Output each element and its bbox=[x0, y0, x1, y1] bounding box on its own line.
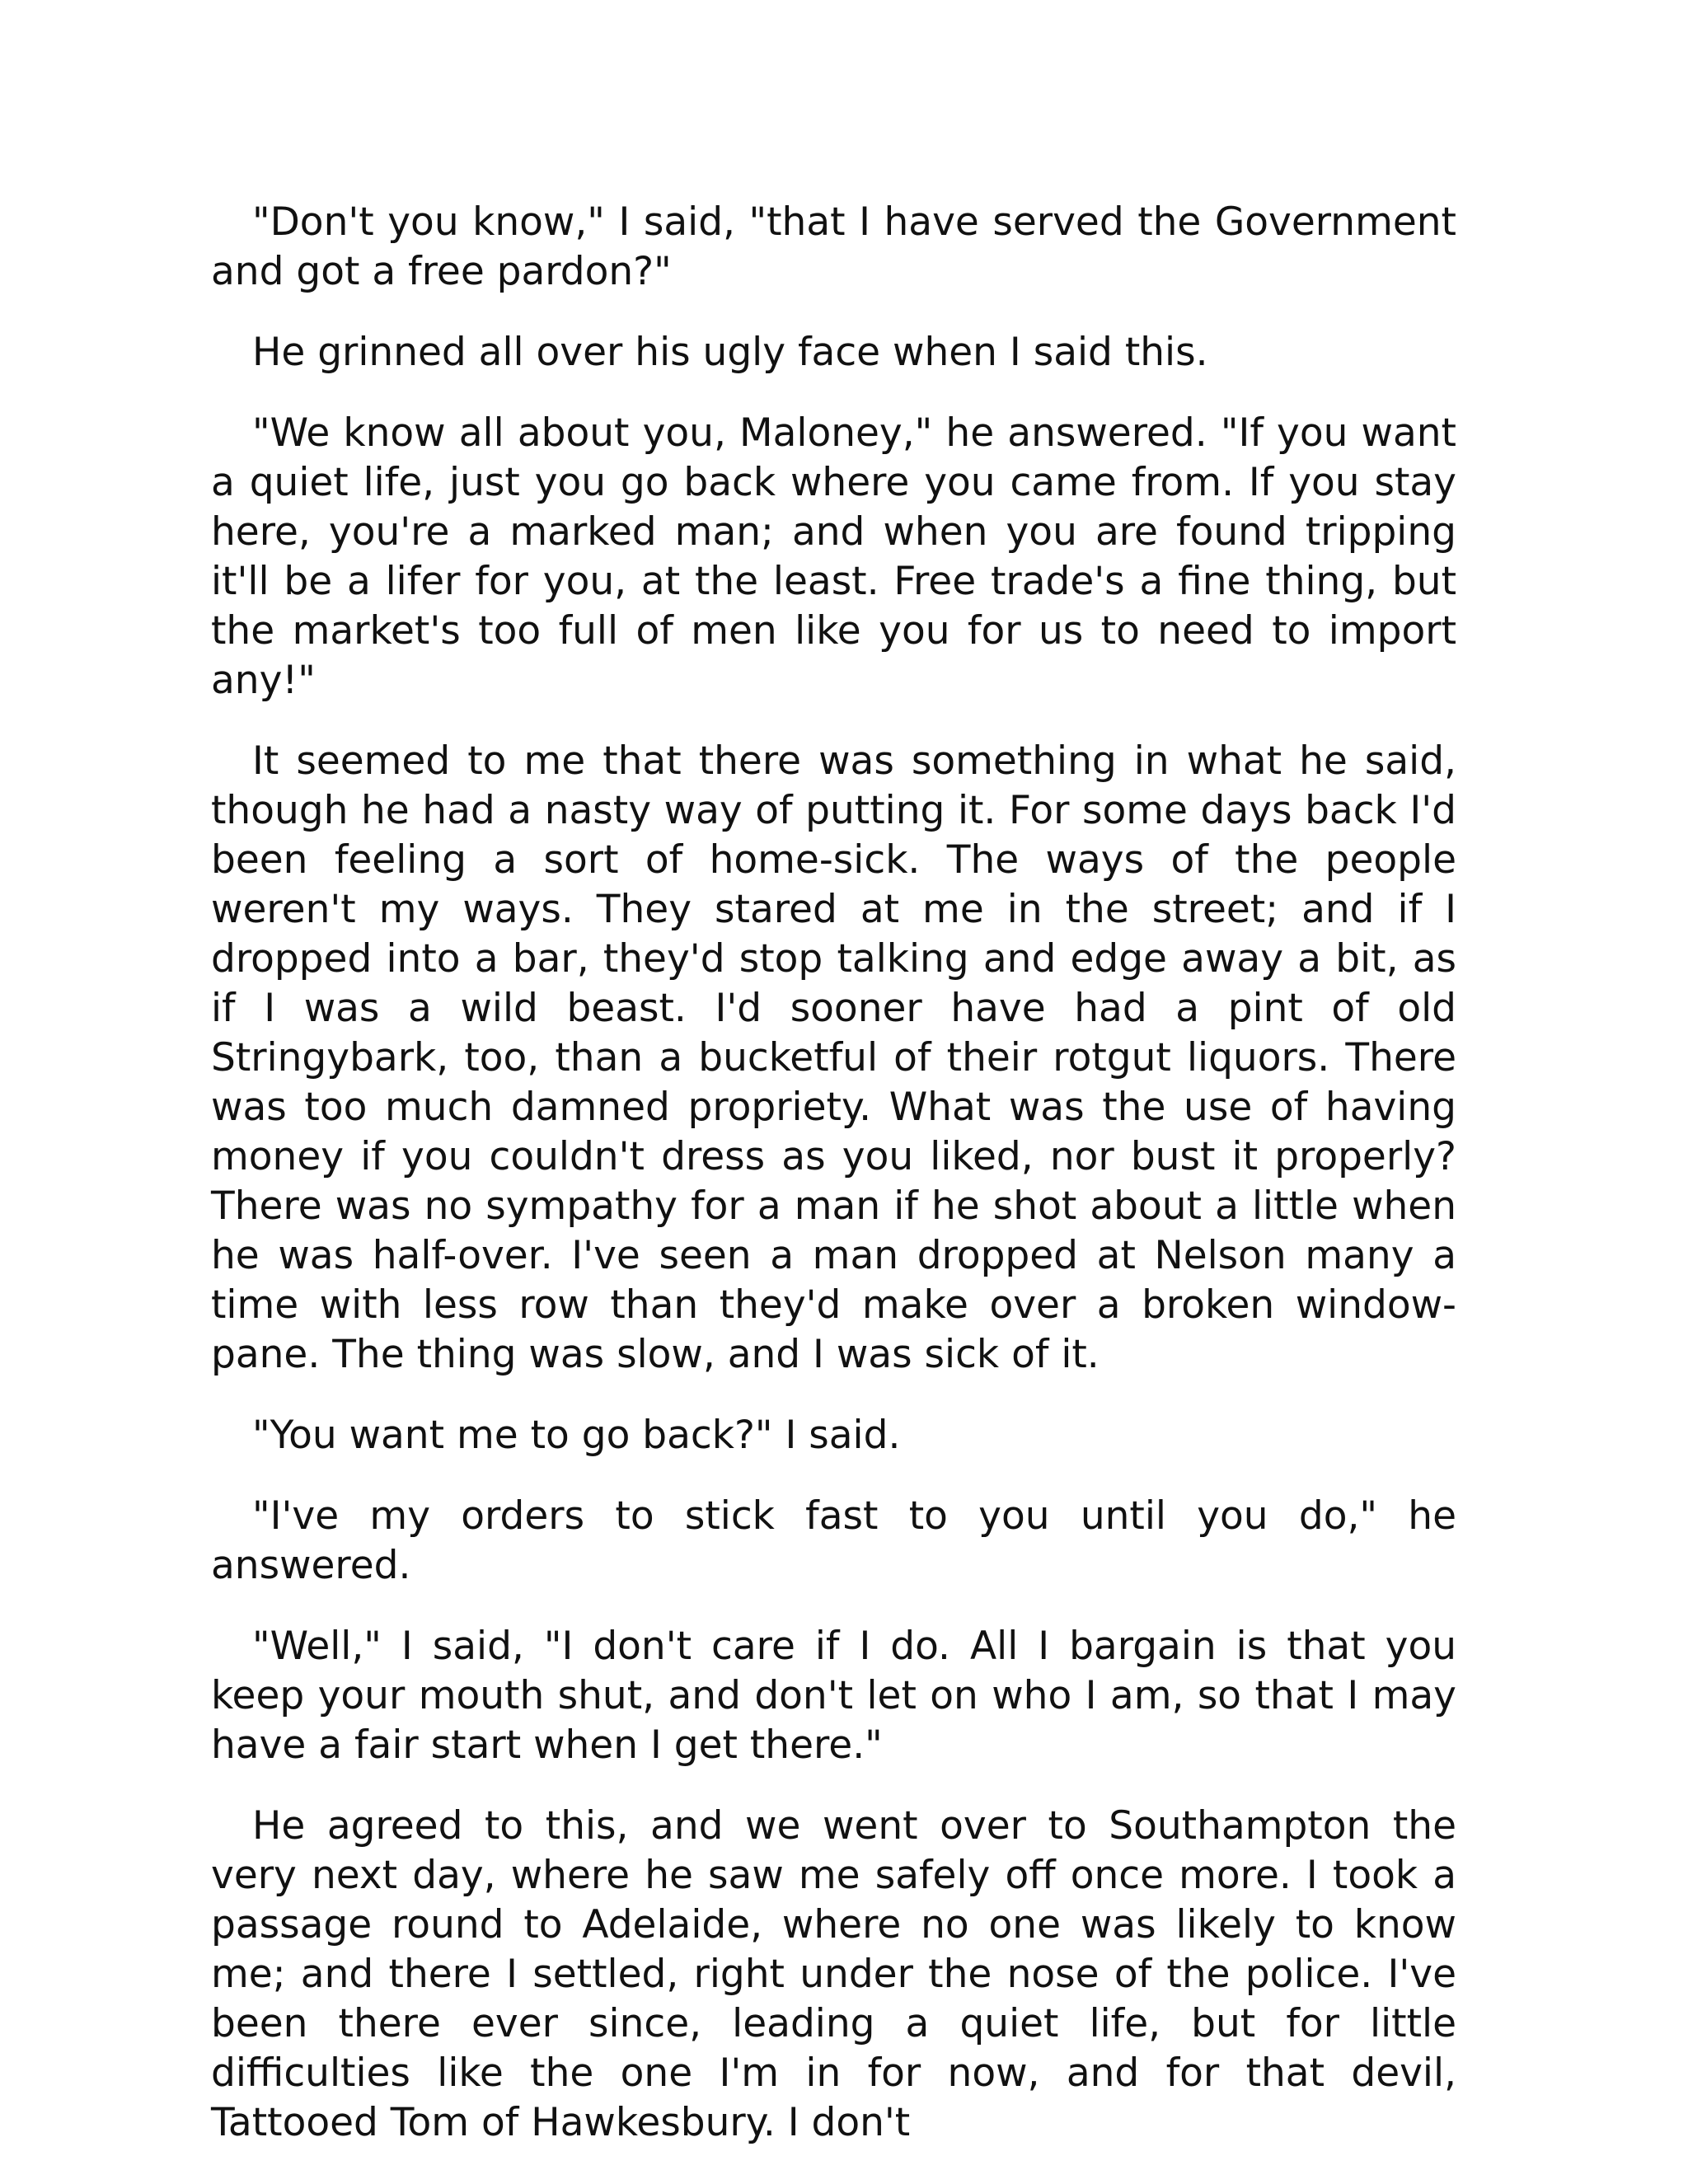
paragraph: "You want me to go back?" I said. bbox=[252, 1413, 901, 1458]
paragraph: "I've my orders to stick fast to you until you do," he answered. bbox=[211, 1493, 1456, 1588]
paragraph: "Don't you know," I said, "that I have served the Government and got a free pardon?" bbox=[211, 199, 1456, 294]
paragraph: "Well," I said, "I don't care if I do. All I bargain is that you keep your mouth shut, and don't let on who I am, so that I may have a fair start when I get there." bbox=[211, 1624, 1456, 1768]
page-body bbox=[211, 198, 1456, 2179]
paragraph: He grinned all over his ugly face when I said this. bbox=[252, 330, 1208, 375]
paragraph: He agreed to this, and we went over to Southampton the very next day, where he saw me safely off once more. I took a passage round to Adelaide, where no one was likely to know me; and there I settled, right under the nose of the police. I've been there ever since, leading a quiet life, but for little difficulties like the one I'm in for now, and for that devil, Tattooed Tom of Hawkesbury. I don't bbox=[211, 1803, 1456, 2145]
paragraph: "We know all about you, Maloney," he answered. "If you want a quiet life, just you go back where you came from. If you stay here, you're a marked man; and when you are found tripping it'll be a lifer for you, at the least. Free trade's a fine thing, but the market's too full of men like you for us to need to import any!" bbox=[211, 410, 1456, 703]
paragraph: It seemed to me that there was something in what he said, though he had a nasty way of putting it. For some days back I'd been feeling a sort of home-sick. The ways of the people weren't my ways. They stared at me in the street; and if I dropped into a bar, they'd stop talking and edge away a bit, as if I was a wild beast. I'd sooner have had a pint of old Stringybark, too, than a bucketful of their rotgut liquors. There was too much damned propriety. What was the use of having money if you couldn't dress as you liked, nor bust it properly? There was no sympathy for a man if he shot about a little when he was half-over. I've seen a man dropped at Nelson many a time with less row than they'd make over a broken window-pane. The thing was slow, and I was sick of it. bbox=[211, 738, 1456, 1377]
